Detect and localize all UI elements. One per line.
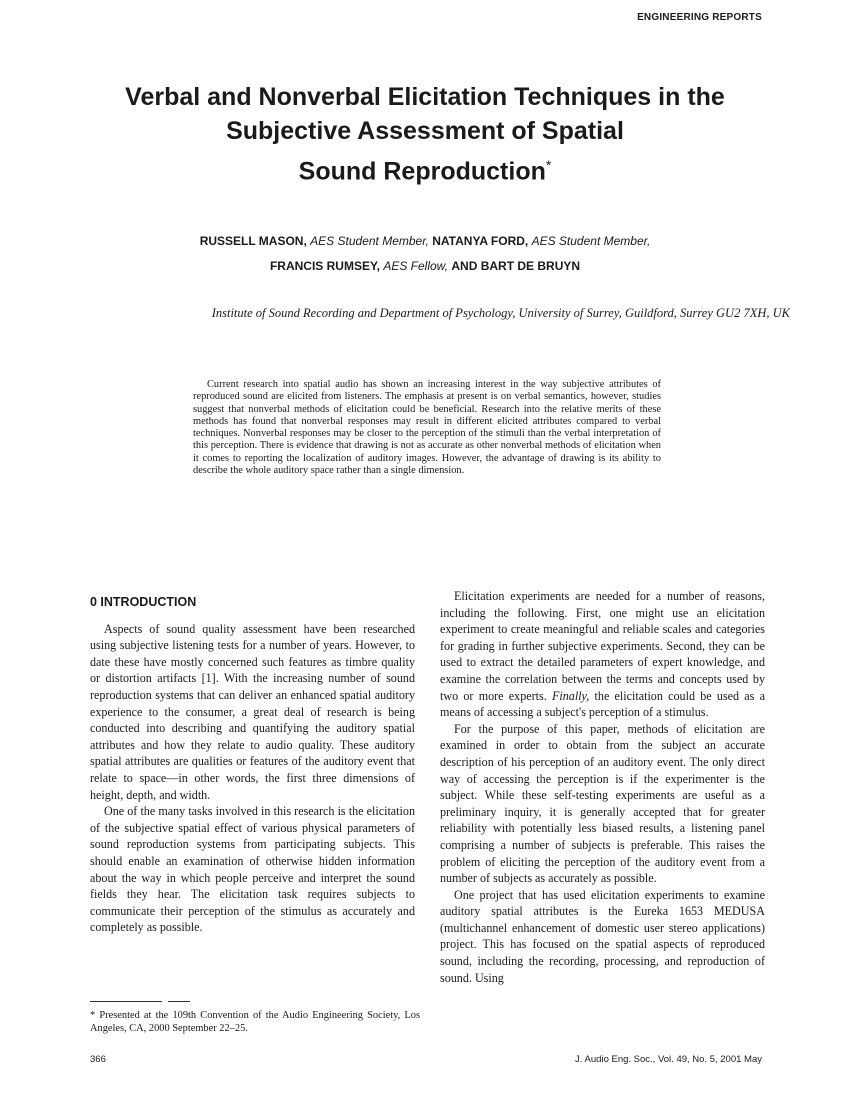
- author-line-1: [60, 229, 790, 254]
- abstract: Current research into spatial audio has shown an increasing interest in the way subjective attributes of reproduced sound are elicited from listeners. The emphasis at present is on verbal semantics, however, studies suggest that nonverbal methods of elicitation could be beneficial. Research into the relative merits of these methods has found that nonverbal responses may result in different elicited attributes compared to verbal techniques. Nonverbal responses may be closer to the perception of the stimuli than the verbal interpretation of this perception. There is evidence that drawing is not as accurate as other nonverbal methods of elicitation when it comes to reporting the localization of auditory images. However, the advantage of drawing is its ability to describe the whole auditory space rather than a single dimension.: [193, 379, 661, 476]
- page-number: 366: [90, 1054, 106, 1065]
- author-name: RUSSELL MASON,: [199, 234, 307, 248]
- running-head: ENGINEERING REPORTS: [637, 12, 762, 23]
- body-text: Elicitation experiments are needed for a number of reasons, including the following. First, one might use an elicitation experiment to create meaningful and reliable scales and categories for grading in further subjective experiments. Second, they can be used to extract the detailed parameters of expert knowledge, and examine the correlation between the terms and concepts used by two or more experts.: [440, 589, 765, 703]
- section-heading-introduction: 0 INTRODUCTION: [90, 595, 197, 609]
- body-paragraph: [440, 588, 765, 721]
- paper-title: [60, 80, 790, 188]
- author-role: AES Student Member,: [310, 234, 429, 248]
- right-column: [440, 588, 765, 986]
- body-text: the elicitation could be used as a means of accessing a subject's perception of a stimulus.: [440, 688, 765, 720]
- body-paragraph: Aspects of sound quality assessment have been researched using subjective listening tests for a number of years. However, to date these have mostly concerned such features as timbre quality or distortion artifacts [1]. With the increasing number of sound reproduction systems that can deliver an enhanced spatial auditory experience to the consumer, a great deal of research is being conducted into describing and quantifying the auditory spatial attributes and how they relate to audio quality. These auditory spatial attributes are qualities or features of the auditory event that relate to space—in other words, the first three dimensions of height, depth, and width.: [90, 621, 415, 802]
- author-line-2: [60, 254, 790, 279]
- title-footnote-mark: *: [545, 157, 552, 173]
- body-italic-text: Finally,: [551, 688, 590, 703]
- title-line-1: Verbal and Nonverbal Elicitation Techniques in the: [125, 83, 725, 111]
- author-name: AND BART DE BRUYN: [451, 259, 581, 273]
- footnote-rule: [90, 1001, 190, 1009]
- footnote: [90, 1010, 420, 1035]
- author-name: FRANCIS RUMSEY,: [269, 259, 380, 273]
- footnote-rule-segment: [168, 1001, 190, 1002]
- body-paragraph: One of the many tasks involved in this research is the elicitation of the subjective spatial effect of various physical parameters of sound reproduction systems from participating subjects. This should enable an examination of otherwise hidden information about the way in which people perceive and interpret the sound fields they hear. The elicitation task requires subjects to communicate their perception of the stimulus as accurately and completely as possible.: [90, 804, 415, 935]
- title-line-3: [60, 148, 790, 188]
- affiliation: Institute of Sound Recording and Department of Psychology, University of Surrey, Guildford, Surrey GU2 7XH, UK: [211, 306, 790, 320]
- author-role: AES Student Member,: [531, 234, 651, 248]
- title-line-3-text: Sound Reproduction: [298, 157, 546, 186]
- journal-reference: J. Audio Eng. Soc., Vol. 49, No. 5, 2001 May: [575, 1054, 762, 1065]
- author-role: AES Fellow,: [383, 259, 449, 273]
- body-paragraph: For the purpose of this paper, methods of elicitation are examined in order to obtain from the subject an accurate description of his perception of an auditory event. The only direct way of accessing the perception is if the experimenter is the subject. While these self-testing experiments are useful as a preliminary inquiry, it is generally accepted that for greater reliability with potentially less biased results, a listening panel comprising a number of subjects is preferable. This raises the problem of eliciting the perception of the auditory event from a number of subjects as accurately as possible.: [440, 721, 765, 886]
- footnote-text: Presented at the 109th Convention of the Audio Engineering Society, Los Angeles, CA, 2000 September 22–25.: [90, 1010, 420, 1034]
- body-paragraph: One project that has used elicitation experiments to examine auditory spatial attributes is the Eureka 1653 MEDUSA (multichannel enhancement of domestic user stereo applications) project. This has focused on the spatial aspects of reproduced sound, including the recording, processing, and reproduction of sound. Using: [440, 887, 765, 985]
- title-line-2: Subjective Assessment of Spatial: [226, 117, 624, 145]
- footnote-rule-segment: [90, 1001, 162, 1002]
- author-name: NATANYA FORD,: [432, 234, 529, 248]
- author-list: [60, 229, 790, 279]
- left-column: [90, 588, 415, 936]
- footnote-mark: *: [90, 1010, 96, 1021]
